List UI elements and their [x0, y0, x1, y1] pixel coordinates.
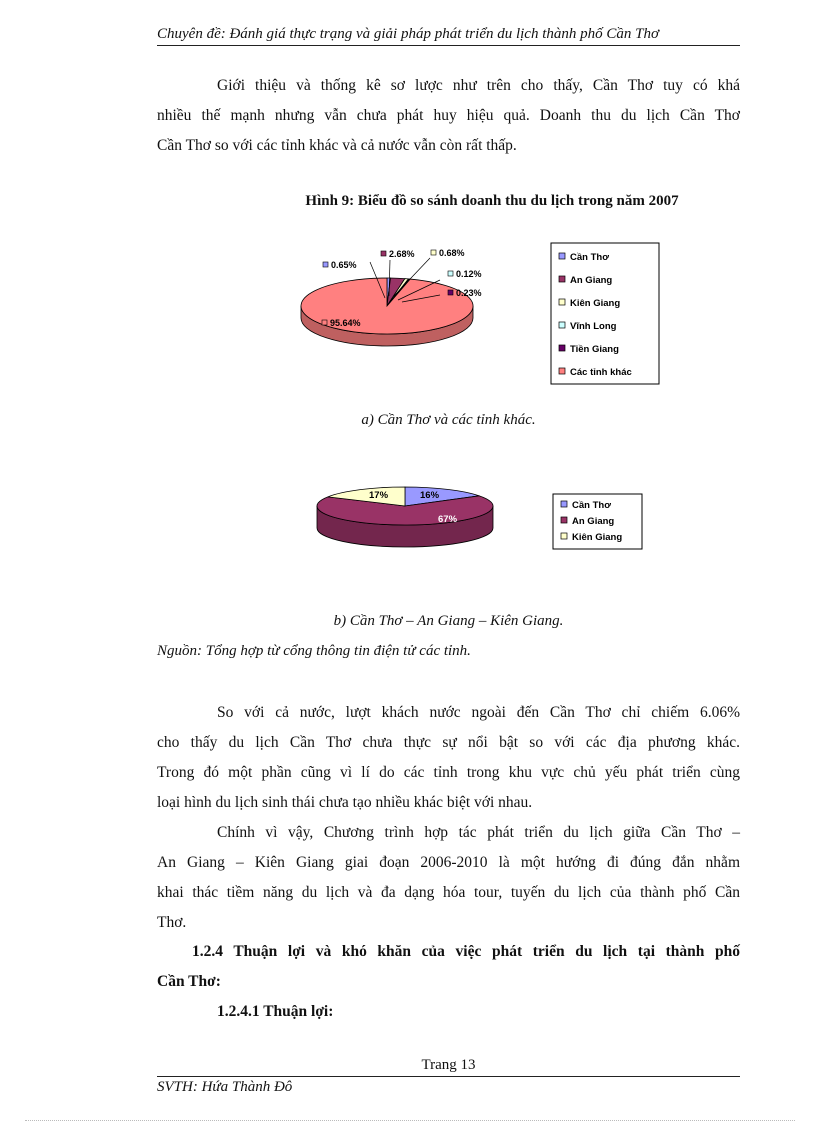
- data-label-kien-giang-marker: [431, 250, 436, 255]
- data-label-can-tho: 16%: [420, 490, 440, 501]
- intro-line: Giới thiệu và thống kê sơ lược như trên cho thấy, Cần Thơ tuy có khá: [217, 77, 740, 94]
- footer-divider: [157, 1076, 740, 1077]
- legend-label-vinh-long: Vĩnh Long: [570, 321, 617, 332]
- section-heading-line: 1.2.4 Thuận lợi và khó khăn của việc phát triển du lịch tại thành phố: [192, 943, 740, 960]
- footer-author: [157, 1079, 292, 1096]
- data-label-an-giang: 67%: [438, 514, 458, 525]
- legend-label-tien-giang: Tiền Giang: [570, 344, 619, 355]
- data-label-can-tho-marker: [323, 262, 328, 267]
- data-label-vinh-long-marker: [448, 271, 453, 276]
- para3-line: Thơ.: [157, 914, 187, 931]
- legend-swatch-kien-giang: [561, 533, 567, 539]
- legend-label-can-tho: Cần Thơ: [570, 252, 609, 263]
- para2-line: So với cả nước, lượt khách nước ngoài đến Cần Thơ chỉ chiếm 6.06%: [217, 704, 740, 721]
- figure-title: Hình 9: Biểu đồ so sánh doanh thu du lịch trong năm 2007: [305, 193, 679, 209]
- pie-chart-b: [305, 478, 655, 558]
- pie-slice-cac-tinh-khac: [301, 278, 473, 334]
- legend-label-an-giang: An Giang: [570, 275, 613, 286]
- legend-swatch-an-giang: [561, 517, 567, 523]
- pie-chart-a: [290, 240, 670, 390]
- page-header: Chuyên đề: Đánh giá thực trạng và giải pháp phát triển du lịch thành phố Cần Thơ: [157, 24, 740, 46]
- legend-swatch-kien-giang: [559, 299, 565, 305]
- legend-swatch-can-tho: [561, 501, 567, 507]
- caption-a: a) Cần Thơ và các tỉnh khác.: [361, 412, 536, 428]
- data-label-kien-giang: 0.68%: [439, 248, 465, 258]
- para2-line: Trong đó một phần cũng vì lí do các tỉnh trong khu vực chủ yếu phát triển cùng: [157, 764, 740, 781]
- legend-swatch-tien-giang: [559, 345, 565, 351]
- data-label-cac-tinh-khac-marker: [322, 320, 327, 325]
- section-heading-line: Cần Thơ:: [157, 973, 221, 990]
- author-text: SVTH: Hứa Thành Đô: [157, 1079, 293, 1095]
- legend-label-cac-tinh-khac: Các tỉnh khác: [570, 367, 632, 378]
- data-label-an-giang: 2.68%: [389, 249, 415, 259]
- data-label-cac-tinh-khac: 95.64%: [330, 318, 361, 328]
- legend-box: [551, 243, 659, 384]
- source-note: Nguồn: Tổng hợp từ cổng thông tin điện tử các tỉnh.: [157, 643, 471, 659]
- data-label-an-giang-marker: [381, 251, 386, 256]
- subsection-heading: 1.2.4.1 Thuận lợi:: [217, 1003, 334, 1020]
- caption-b: b) Cần Thơ – An Giang – Kiên Giang.: [333, 613, 564, 629]
- legend-swatch-vinh-long: [559, 322, 565, 328]
- para2-line: loại hình du lịch sinh thái chưa tạo nhiều khác biệt với nhau.: [157, 794, 533, 811]
- legend-swatch-can-tho: [559, 253, 565, 259]
- section-heading: [157, 937, 740, 997]
- data-label-can-tho: 0.65%: [331, 260, 357, 270]
- para2-line: cho thấy du lịch Cần Thơ chưa thực sự nổi bật so với các địa phương khác.: [157, 734, 740, 751]
- para3-line: Chính vì vậy, Chương trình hợp tác phát triển du lịch giữa Cần Thơ –: [217, 824, 740, 841]
- intro-paragraph: [157, 71, 740, 161]
- legend-label-can-tho: Cần Thơ: [572, 500, 611, 511]
- page-number: Trang 13: [421, 1057, 476, 1073]
- legend-label-kien-giang: Kiên Giang: [572, 532, 623, 543]
- data-label-kien-giang: 17%: [369, 490, 389, 501]
- legend-swatch-cac-tinh-khac: [559, 368, 565, 374]
- data-label-tien-giang: 0.23%: [456, 288, 482, 298]
- intro-line: nhiều thế mạnh nhưng vẫn chưa phát huy hiệu quả. Doanh thu du lịch Cần Thơ: [157, 107, 740, 124]
- data-label-tien-giang-marker: [448, 290, 453, 295]
- paragraph-3: [157, 818, 740, 938]
- para3-line: An Giang – Kiên Giang giai đoạn 2006-2010 là một hướng đi đúng đắn nhằm: [157, 854, 740, 871]
- legend-swatch-an-giang: [559, 276, 565, 282]
- page-bottom-dotted-line: [25, 1120, 795, 1121]
- paragraph-2: [157, 698, 740, 818]
- intro-line: Cần Thơ so với các tỉnh khác và cả nước vẫn còn rất thấp.: [157, 137, 517, 154]
- legend-label-an-giang: An Giang: [572, 516, 615, 527]
- legend-label-kien-giang: Kiên Giang: [570, 298, 621, 309]
- para3-line: khai thác tiềm năng du lịch và đa dạng hóa tour, tuyến du lịch của thành phố Cần: [157, 884, 740, 901]
- data-label-vinh-long: 0.12%: [456, 269, 482, 279]
